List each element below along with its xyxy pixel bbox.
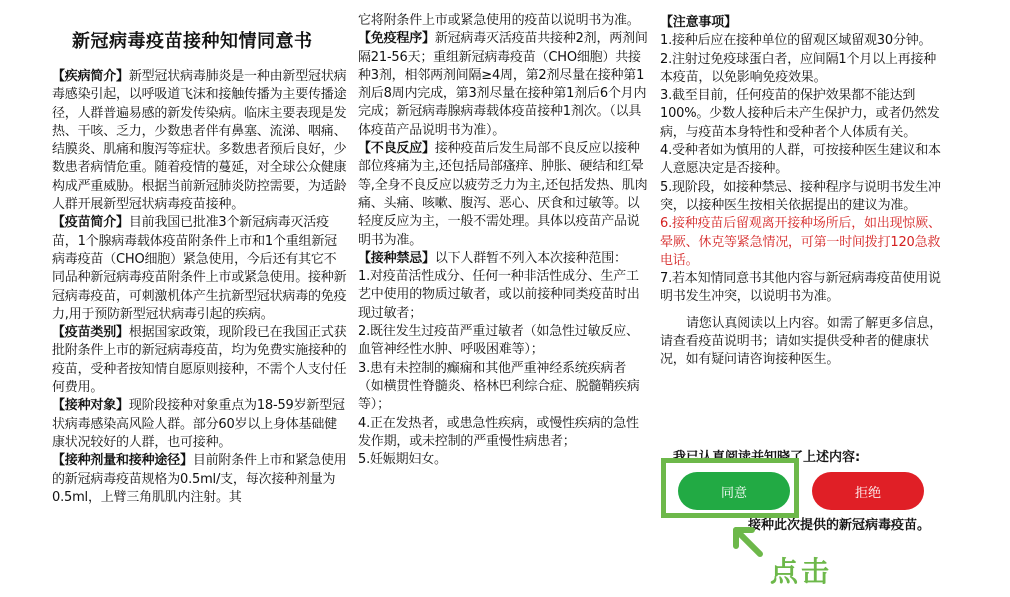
section-heading: 【疫苗类别】 — [52, 325, 129, 341]
section-target — [52, 397, 348, 452]
section-adverse — [358, 140, 648, 250]
agree-button[interactable]: 同意 — [678, 472, 790, 510]
section-heading: 【接种对象】 — [52, 398, 129, 414]
section-heading: 【免疫程序】 — [358, 31, 435, 47]
section-text: 目前我国已批准3个新冠病毒灭活疫苗，1个腺病毒载体疫苗附条件上市和1个重组新冠病毒疫苗（CHO细胞）紧急使用，今后还有其它不同品种新冠病毒疫苗附条件上市或紧急使用。接种新冠病毒疫苗，可刺激机体产生抗新型冠状病毒的免疫力,用于预防新型冠状病毒引起的疾病。 — [52, 215, 347, 322]
advice-text: 请您认真阅读以上内容。如需了解更多信息，请查看疫苗说明书；请如实提供受种者的健康状况，如有疑问请咨询接种医生。 — [660, 315, 943, 368]
continued-text: 它将附条件上市或紧急使用的疫苗以说明书为准。 — [358, 13, 640, 28]
contra-item: 3.患有未控制的癫痫和其他严重神经系统疾病者（如横贯性脊髓炎、格林巴利综合症、脱髓鞘疾病等）； — [358, 360, 640, 413]
column-middle — [358, 12, 648, 469]
section-program — [358, 30, 648, 140]
note-item-warning: 6.接种疫苗后留观离开接种场所后，如出现惊厥、晕厥、休克等紧急情况，可第一时间拨打120急救电话。 — [660, 216, 941, 268]
confirm-text: 我已认真阅读并知晓了上述内容: — [673, 450, 861, 465]
note-item: 7.若本知情同意书其他内容与新冠病毒疫苗使用说明书发生冲突，以说明书为准。 — [660, 271, 941, 305]
refuse-button[interactable]: 拒绝 — [812, 472, 924, 510]
section-text: 以下人群暂不列入本次接种范围： — [434, 250, 627, 266]
section-category — [52, 324, 348, 397]
tap-label: 点击 — [770, 555, 833, 588]
section-text: 新冠病毒灭活疫苗共接种2剂，两剂间隔21-56天；重组新冠病毒疫苗（CHO细胞）共接种3剂，相邻两剂间隔≥4周，第2剂尽量在接种第1剂后8周内完成，第3剂尽量在接种第1剂后6个月内完成；新冠病毒腺病毒载体疫苗接种1剂次。（以具体疫苗产品说明书为准）。 — [358, 31, 648, 138]
arrow-up-left-icon — [728, 522, 770, 564]
section-text: 根据国家政策，现阶段已在我国正式获批附条件上市的新冠病毒疫苗，均为免费实施接种的疫苗，受种者按知情自愿原则接种，不需个人支付任何费用。 — [52, 325, 347, 396]
section-text: 现阶段接种对象重点为18-59岁新型冠状病毒感染高风险人群。部分60岁以上身体基础健康状况较好的人群，也可接种。 — [52, 398, 345, 450]
section-heading: 【疫苗简介】 — [52, 215, 129, 231]
section-text: 接种疫苗后发生局部不良反应以接种部位疼痛为主,还包括局部瘙痒、肿胀、硬结和红晕等,全身不良反应以疲劳乏力为主,还包括发热、肌肉痛、头痛、咳嗽、腹泻、恶心、厌食和过敏等。以轻度反应为主，一般不需处理。具体以疫苗产品说明书为准。 — [358, 141, 648, 248]
section-text: 目前附条件上市和紧急使用的新冠病毒疫苗规格为0.5ml/支，每次接种剂量为0.5ml，上臂三角肌肌内注射。其 — [52, 453, 347, 505]
note-item: 5.现阶段，如接种禁忌、接种程序与说明书发生冲突，以接种医生按相关依据提出的建议为准。 — [660, 179, 941, 213]
note-item: 1.接种后应在接种单位的留观区域留观30分钟。 — [660, 33, 932, 49]
notes-heading: 【注意事项】 — [660, 15, 737, 30]
note-item: 2.注射过免疫球蛋白者，应间隔1个月以上再接种本疫苗，以免影响免疫效果。 — [660, 51, 937, 85]
confirm-tail: 接种此次提供的新冠病毒疫苗。 — [748, 518, 931, 533]
contra-item: 4.正在发热者，或患急性疾病，或慢性疾病的急性发作期，或未控制的严重慢性病患者； — [358, 415, 639, 449]
section-heading: 【接种禁忌】 — [358, 250, 435, 266]
note-item: 3.截至目前，任何疫苗的保护效果都不能达到100%。少数人接种后未产生保护力，或者仍然发病，与疫苗本身特性和受种者个人体质有关。 — [660, 88, 940, 140]
page-title: 新冠病毒疫苗接种知情同意书 — [72, 31, 313, 52]
section-dose — [52, 452, 348, 507]
contra-item: 5.妊娠期妇女。 — [358, 452, 447, 468]
column-right — [660, 14, 946, 370]
section-heading: 【不良反应】 — [358, 141, 435, 157]
section-disease — [52, 68, 348, 214]
section-contraindication — [358, 250, 648, 268]
contra-item: 1.对疫苗活性成分、任何一种非活性成分、生产工艺中使用的物质过敏者，或以前接种同类疫苗时出现过敏者； — [358, 269, 640, 321]
section-heading: 【接种剂量和接种途径】 — [52, 453, 193, 469]
column-left — [52, 0, 348, 507]
section-heading: 【疾病简介】 — [52, 69, 129, 84]
section-vaccine — [52, 214, 348, 324]
section-text: 新型冠状病毒肺炎是一种由新型冠状病毒感染引起，以呼吸道飞沫和接触传播为主要传播途径，人群普遍易感的新发传染病。临床主要表现是发热、干咳、乏力，少数患者伴有鼻塞、流涕、咽痛、结膜炎、肌痛和腹泻等症状。多数患者预后良好，少数患者病情危重。随着疫情的蔓延，对全球公众健康构成严重威胁。根据当前新冠肺炎防控需要，为适龄人群开展新型冠状病毒疫苗接种。 — [52, 69, 347, 213]
note-item: 4.受种者如为慎用的人群，可按接种医生建议和本人意愿决定是否接种。 — [660, 143, 941, 177]
contra-item: 2.既往发生过疫苗严重过敏者（如急性过敏反应、血管神经性水肿、呼吸困难等）； — [358, 324, 639, 358]
